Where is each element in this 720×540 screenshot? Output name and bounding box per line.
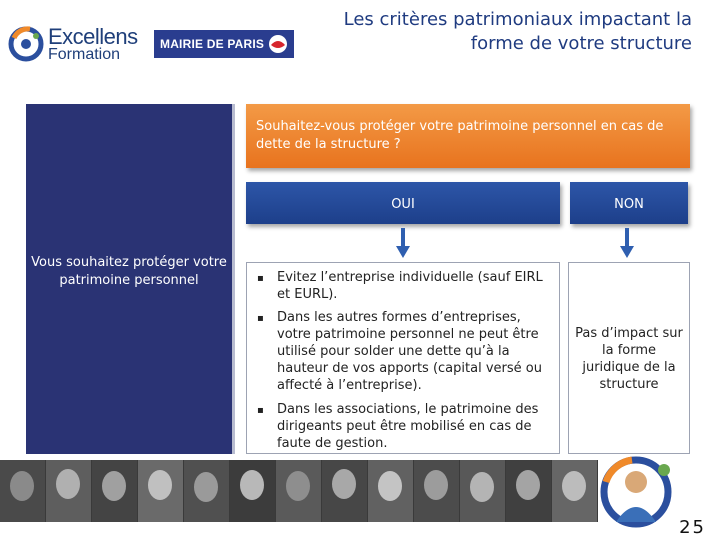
bullet-item bbox=[257, 401, 549, 452]
non-box bbox=[570, 182, 688, 224]
non-label: NON bbox=[614, 197, 644, 212]
down-arrow-non-icon bbox=[620, 228, 634, 258]
bullet-square-icon: ▪ bbox=[257, 273, 264, 284]
oui-box bbox=[246, 182, 560, 224]
left-panel bbox=[26, 104, 235, 454]
question-box bbox=[246, 104, 690, 168]
page-number: 25 bbox=[679, 517, 706, 538]
excellens-mark-icon bbox=[8, 26, 44, 62]
bullet-square-icon: ▪ bbox=[257, 405, 264, 416]
excellens-person-logo bbox=[592, 452, 684, 532]
non-result-text: Pas d’impact sur la forme juridique de la structure bbox=[575, 326, 683, 392]
bullet-item bbox=[257, 309, 549, 394]
down-arrow-oui-icon bbox=[396, 228, 410, 258]
bullet-text: Dans les associations, le patrimoine des dirigeants peut être mobilisé en cas de faute de gestion. bbox=[277, 402, 539, 451]
page-title: Les critères patrimoniaux impactant la forme de votre structure bbox=[343, 9, 692, 54]
mairie-label: MAIRIE DE PARIS bbox=[160, 37, 265, 51]
bullet-text: Evitez l’entreprise individuelle (sauf EIRL et EURL). bbox=[277, 270, 543, 302]
mairie-de-paris-logo bbox=[154, 30, 294, 58]
non-result-box bbox=[568, 262, 690, 454]
paris-ship-icon bbox=[268, 34, 288, 54]
oui-bullets-box bbox=[246, 262, 560, 454]
excellens-logo bbox=[8, 24, 148, 64]
logo-brand-name: Excellens bbox=[48, 24, 138, 49]
question-text: Souhaitez-vous protéger votre patrimoine personnel en cas de dette de la structure ? bbox=[256, 119, 664, 152]
oui-label: OUI bbox=[391, 197, 415, 212]
bullet-square-icon: ▪ bbox=[257, 313, 264, 324]
bullet-text: Dans les autres formes d’entreprises, votre patrimoine personnel ne peut être utilisé pour solder une dette qu’à la hauteur de vos apports (capital versé ou affecté à l’entreprise). bbox=[277, 310, 542, 393]
logo-brand-subtitle: Formation bbox=[48, 46, 121, 63]
left-panel-text: Vous souhaitez protéger votre patrimoine personnel bbox=[31, 255, 227, 288]
bullet-item bbox=[257, 269, 549, 303]
